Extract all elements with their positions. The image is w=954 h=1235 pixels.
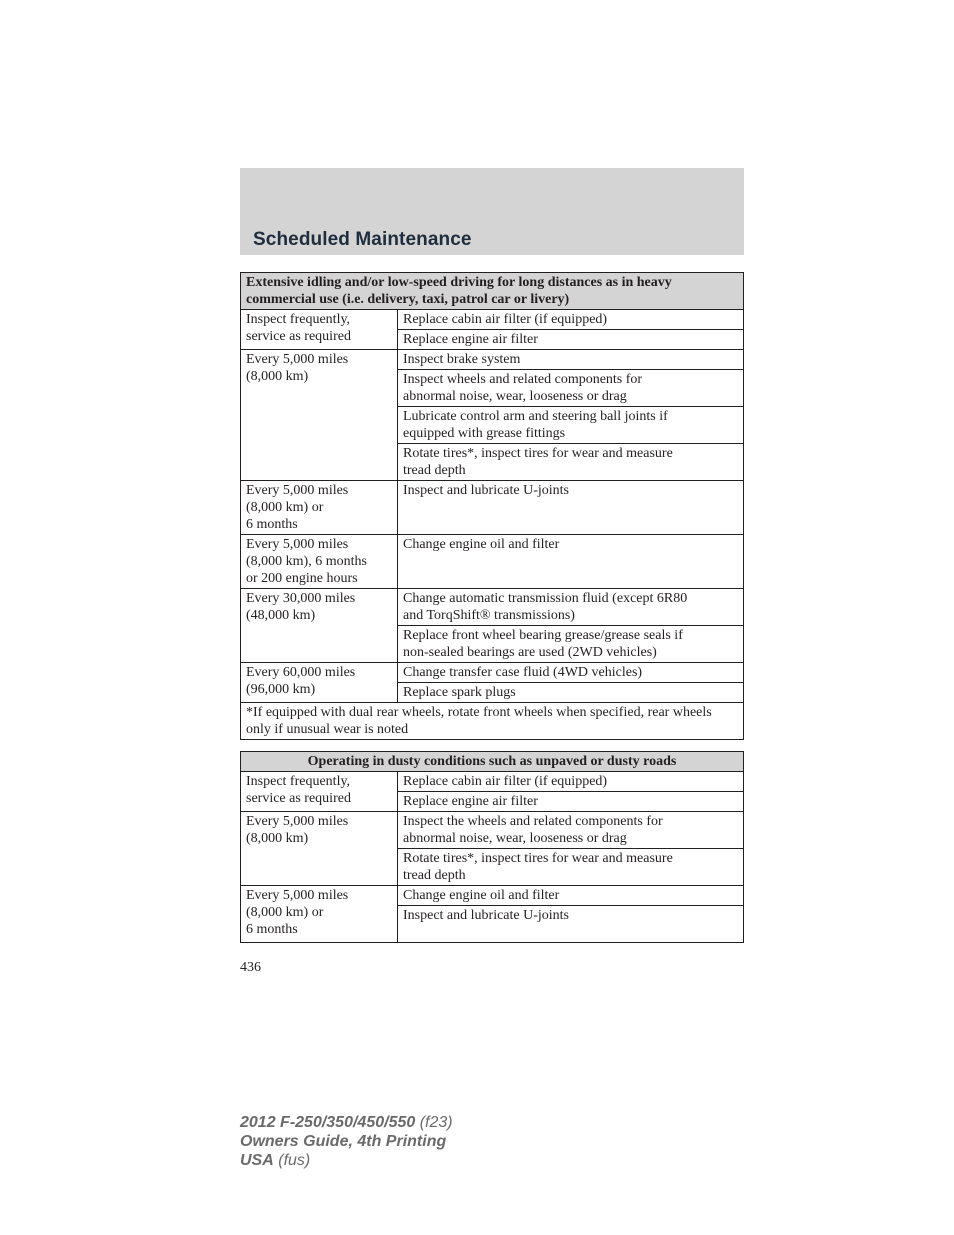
interval-cell: Every 30,000 miles (48,000 km) [241, 589, 398, 663]
task-cell: Change engine oil and filter [398, 886, 744, 906]
interval-cell: Inspect frequently, service as required [241, 310, 398, 350]
table-row [241, 481, 744, 535]
table-heading: Extensive idling and/or low-speed driving for long distances as in heavy commercial use (i.e. delivery, taxi, patrol car or livery) [241, 273, 744, 310]
table-row [241, 535, 744, 589]
footer-model: 2012 F-250/350/450/550 [240, 1114, 416, 1131]
footer-region: USA [240, 1152, 274, 1169]
page-number: 436 [240, 960, 261, 975]
section-header [240, 168, 744, 255]
task-cell: Change automatic transmission fluid (except 6R80 and TorqShift® transmissions) [398, 589, 744, 626]
interval-cell: Every 60,000 miles (96,000 km) [241, 663, 398, 703]
task-cell: Replace cabin air filter (if equipped) [398, 310, 744, 330]
table-row [241, 886, 744, 906]
task-cell: Lubricate control arm and steering ball joints if equipped with grease fittings [398, 407, 744, 444]
interval-cell: Every 5,000 miles (8,000 km) [241, 350, 398, 481]
task-cell: Change engine oil and filter [398, 535, 744, 589]
task-cell: Change transfer case fluid (4WD vehicles) [398, 663, 744, 683]
task-cell: Inspect the wheels and related components for abnormal noise, wear, looseness or drag [398, 812, 744, 849]
task-cell: Replace spark plugs [398, 683, 744, 703]
task-cell: Inspect brake system [398, 350, 744, 370]
footer-guide: Owners Guide, 4th Printing [240, 1133, 447, 1150]
table-row [241, 310, 744, 330]
table-row [241, 350, 744, 370]
footer-region-code: (fus) [278, 1152, 311, 1169]
task-cell: Replace cabin air filter (if equipped) [398, 772, 744, 792]
task-cell: Inspect and lubricate U-joints [398, 906, 744, 943]
table-row [241, 589, 744, 626]
task-cell: Inspect wheels and related components for abnormal noise, wear, looseness or drag [398, 370, 744, 407]
table-row [241, 812, 744, 849]
section-title: Scheduled Maintenance [253, 229, 472, 250]
table-row [241, 663, 744, 683]
interval-cell: Every 5,000 miles (8,000 km) [241, 812, 398, 886]
table-row [241, 703, 744, 740]
table-row [241, 772, 744, 792]
maintenance-table-extensive-idling [240, 272, 744, 740]
task-cell: Replace engine air filter [398, 792, 744, 812]
task-cell: Rotate tires*, inspect tires for wear and measure tread depth [398, 444, 744, 481]
table-heading: Operating in dusty conditions such as unpaved or dusty roads [241, 752, 744, 772]
footnote-cell: *If equipped with dual rear wheels, rotate front wheels when specified, rear wheels only if unusual wear is noted [241, 703, 744, 740]
maintenance-table-dusty-conditions [240, 751, 744, 943]
interval-cell: Every 5,000 miles (8,000 km), 6 months or 200 engine hours [241, 535, 398, 589]
task-cell: Replace front wheel bearing grease/grease seals if non-sealed bearings are used (2WD vehicles) [398, 626, 744, 663]
document-footer [240, 1113, 453, 1170]
interval-cell: Inspect frequently, service as required [241, 772, 398, 812]
task-cell: Rotate tires*, inspect tires for wear and measure tread depth [398, 849, 744, 886]
interval-cell: Every 5,000 miles (8,000 km) or 6 months [241, 481, 398, 535]
task-cell: Inspect and lubricate U-joints [398, 481, 744, 535]
footer-model-code: (f23) [419, 1114, 453, 1131]
interval-cell: Every 5,000 miles (8,000 km) or 6 months [241, 886, 398, 943]
task-cell: Replace engine air filter [398, 330, 744, 350]
